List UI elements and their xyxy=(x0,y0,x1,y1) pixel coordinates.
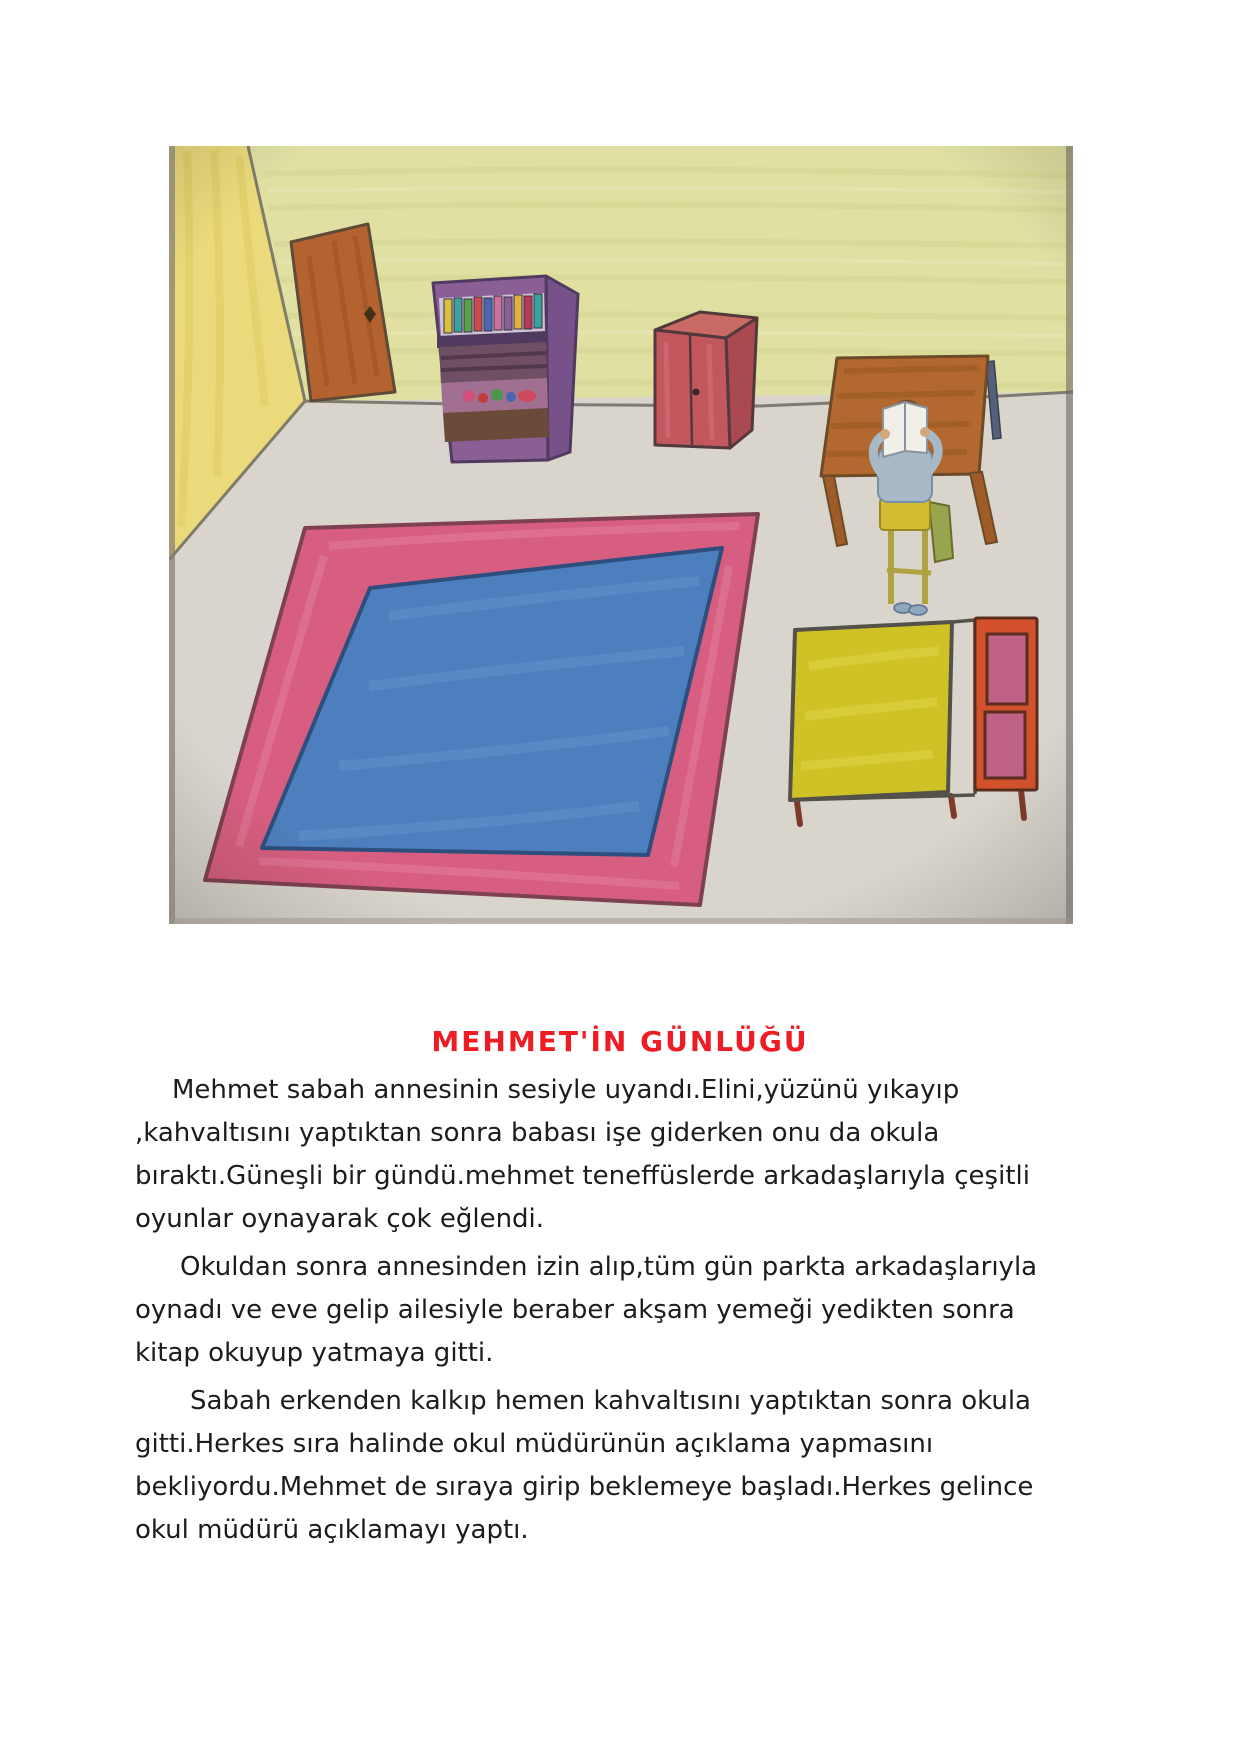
text-line: Okuldan sonra annesinden izin alıp,tüm gün parkta arkadaşlarıyla xyxy=(180,1252,1038,1282)
text-line: kitap okuyup yatmaya gitti. xyxy=(135,1338,494,1368)
photo-edge-bottom xyxy=(169,918,1073,924)
photo-edge-right xyxy=(1066,146,1073,924)
bedroom-drawing xyxy=(169,146,1073,924)
text-line: ,kahvaltısını yaptıktan sonra babası işe giderken onu da okula xyxy=(135,1118,940,1148)
story-text xyxy=(135,1069,1110,1557)
text-line: oynadı ve eve gelip ailesiyle beraber akşam yemeği yedikten sonra xyxy=(135,1295,1015,1325)
paragraph-1 xyxy=(135,1069,1110,1241)
photo-edge-left xyxy=(169,146,175,924)
text-line: bekliyordu.Mehmet de sıraya girip beklemeye başladı.Herkes gelince xyxy=(135,1472,1034,1502)
photo-vignette xyxy=(169,146,1073,924)
paragraph-2 xyxy=(135,1246,1110,1375)
drawing-photo xyxy=(169,146,1073,924)
text-line: Sabah erkenden kalkıp hemen kahvaltısını yaptıktan sonra okula xyxy=(190,1386,1031,1416)
text-line: bıraktı.Güneşli bir gündü.mehmet teneffüslerde arkadaşlarıyla çeşitli xyxy=(135,1161,1030,1191)
text-line: oyunlar oynayarak çok eğlendi. xyxy=(135,1204,545,1234)
text-line: Mehmet sabah annesinin sesiyle uyandı.Elini,yüzünü yıkayıp xyxy=(172,1075,960,1105)
story-title: MEHMET'İN GÜNLÜĞÜ xyxy=(431,1024,809,1058)
text-line: okul müdürü açıklamayı yaptı. xyxy=(135,1515,529,1545)
paragraph-3 xyxy=(135,1380,1110,1552)
text-line: gitti.Herkes sıra halinde okul müdürünün açıklama yapmasını xyxy=(135,1429,934,1459)
